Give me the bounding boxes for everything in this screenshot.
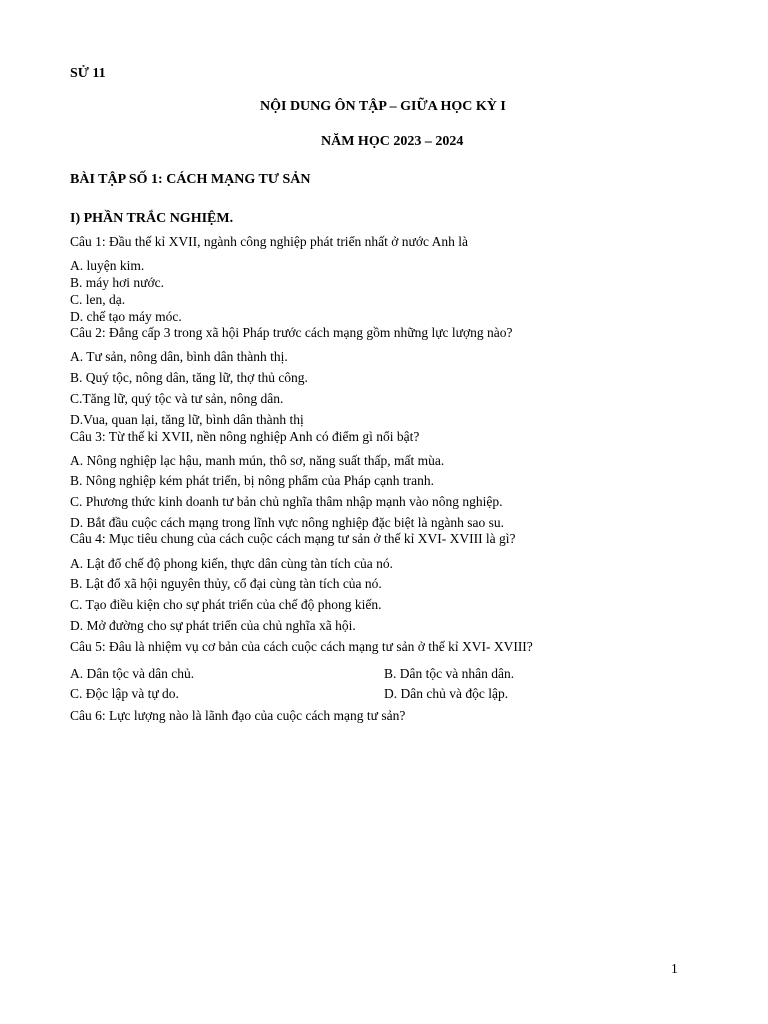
- option-4a: A. Lật đổ chế độ phong kiến, thực dân cùng tàn tích của nó.: [70, 556, 393, 571]
- exercise-title: BÀI TẬP SỐ 1: CÁCH MẠNG TƯ SẢN: [70, 172, 311, 187]
- option-2b: B. Quý tộc, nông dân, tăng lữ, thợ thủ công.: [70, 370, 308, 385]
- option-3a: A. Nông nghiệp lạc hậu, manh mún, thô sơ, năng suất thấp, mất mùa.: [70, 453, 445, 468]
- option-4b: B. Lật đổ xã hội nguyên thủy, cổ đại cùng tàn tích của nó.: [70, 576, 382, 591]
- option-4c: C. Tạo điều kiện cho sự phát triển của chế độ phong kiến.: [70, 597, 382, 612]
- document-title: NỘI DUNG ÔN TẬP – GIỮA HỌC KỲ I: [260, 99, 506, 114]
- option-2d: D.Vua, quan lại, tăng lữ, bình dân thành thị: [70, 412, 304, 427]
- question-3: Câu 3: Từ thế kỉ XVII, nền nông nghiệp Anh có điểm gì nổi bật?: [70, 429, 420, 444]
- question-2: Câu 2: Đẳng cấp 3 trong xã hội Pháp trước cách mạng gồm những lực lượng nào?: [70, 325, 513, 340]
- option-3b: B. Nông nghiệp kém phát triển, bị nông phẩm của Pháp cạnh tranh.: [70, 473, 435, 488]
- question-4: Câu 4: Mục tiêu chung của cách cuộc cách mạng tư sản ở thế kỉ XVI- XVIII là gì?: [70, 531, 516, 546]
- option-5a: A. Dân tộc và dân chủ.: [70, 666, 195, 681]
- question-6: Câu 6: Lực lượng nào là lãnh đạo của cuộc cách mạng tư sản?: [70, 708, 406, 723]
- option-4d: D. Mở đường cho sự phát triển của chủ nghĩa xã hội.: [70, 618, 356, 633]
- subject-label: SỬ 11: [70, 66, 106, 81]
- question-1: Câu 1: Đầu thế kỉ XVII, ngành công nghiệp phát triển nhất ở nước Anh là: [70, 234, 469, 249]
- option-1c: C. len, dạ.: [70, 292, 126, 307]
- question-5: Câu 5: Đâu là nhiệm vụ cơ bản của cách cuộc cách mạng tư sản ở thế kỉ XVI- XVIII?: [70, 639, 533, 654]
- section-title: I) PHẦN TRẮC NGHIỆM.: [70, 211, 234, 226]
- school-year: NĂM HỌC 2023 – 2024: [321, 134, 464, 149]
- option-2c: C.Tăng lữ, quý tộc và tư sản, nông dân.: [70, 391, 284, 406]
- page-number: 1: [671, 961, 678, 976]
- option-1d: D. chế tạo máy móc.: [70, 309, 182, 324]
- option-5c: C. Độc lập và tự do.: [70, 686, 179, 701]
- option-2a: A. Tư sản, nông dân, bình dân thành thị.: [70, 349, 288, 364]
- option-5b: B. Dân tộc và nhân dân.: [384, 666, 515, 681]
- option-5d: D. Dân chủ và độc lập.: [384, 686, 509, 701]
- option-3d: D. Bắt đầu cuộc cách mạng trong lĩnh vực nông nghiệp đặc biệt là ngành sao su.: [70, 515, 504, 530]
- option-1b: B. máy hơi nước.: [70, 275, 164, 290]
- option-3c: C. Phương thức kinh doanh tư bản chủ nghĩa thâm nhập mạnh vào nông nghiệp.: [70, 494, 503, 509]
- option-1a: A. luyện kim.: [70, 258, 145, 273]
